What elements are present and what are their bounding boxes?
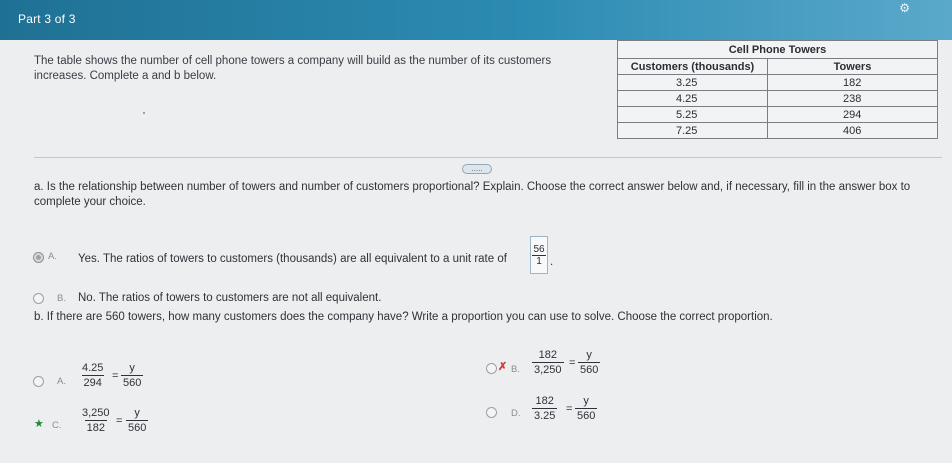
cell-customers: 5.25: [618, 107, 768, 123]
equals-sign: =: [569, 357, 576, 369]
radio-part-b-option-b[interactable]: [486, 363, 497, 374]
table-row: [618, 75, 938, 91]
cell-customers: 7.25: [618, 123, 768, 139]
option-a-period: .: [550, 256, 554, 268]
option-b-text: No. The ratios of towers to customers are not all equivalent.: [78, 292, 382, 304]
option-a-letter: A.: [48, 251, 57, 262]
option-a-text: Yes. The ratios of towers to customers (thousands) are all equivalent to a unit rate of: [78, 253, 507, 265]
top-bar: [0, 0, 952, 40]
answer-numerator: 56: [533, 243, 545, 255]
gear-icon[interactable]: ⚙: [899, 1, 910, 15]
cell-customers: 3.25: [618, 75, 768, 91]
correct-star-icon: ★: [34, 418, 44, 430]
table-row: [618, 91, 938, 107]
table-title: Cell Phone Towers: [618, 41, 938, 59]
incorrect-x-icon: ✗: [498, 361, 508, 373]
part-b-option-b-letter: B.: [511, 364, 520, 375]
fraction: $\frac{y}{560}$: [123, 362, 142, 389]
fraction: $\frac{y}{560}$: [128, 407, 147, 434]
cell-towers: 238: [768, 91, 938, 107]
column-header-towers: Towers: [768, 59, 938, 75]
equals-sign: =: [566, 403, 573, 415]
intro-text: The table shows the number of cell phone towers a company will build as the number of its customers increases. Complete a and b below.: [34, 55, 552, 82]
cell-phone-towers-table: [617, 40, 938, 139]
fraction: $\frac{182}{3.25}$: [534, 395, 556, 422]
table-row: [618, 107, 938, 123]
column-header-customers: Customers (thousands): [618, 59, 768, 75]
answer-denominator: 1: [536, 255, 542, 267]
table-row: [618, 123, 938, 139]
cell-customers: 4.25: [618, 91, 768, 107]
fraction: $\frac{3,250}{182}$: [82, 407, 110, 434]
part-a-question: a. Is the relationship between number of towers and number of customers proportional? Explain. Choose the correct answer below and, if necessary, fill in the answer box to complete your choice.: [34, 181, 911, 208]
radio-option-a[interactable]: [33, 252, 44, 263]
fraction: $\frac{y}{560}$: [577, 395, 596, 422]
section-divider: [34, 157, 942, 158]
cell-towers: 182: [768, 75, 938, 91]
part-b-option-c-letter: C.: [52, 420, 62, 431]
part-label: Part 3 of 3: [18, 12, 76, 26]
more-options-button[interactable]: .....: [462, 164, 492, 174]
radio-part-b-option-a[interactable]: [33, 376, 44, 387]
fraction: $\frac{y}{560}$: [580, 349, 599, 376]
equals-sign: =: [112, 370, 119, 382]
part-b-option-a-letter: A.: [57, 376, 66, 387]
part-b-option-d-letter: D.: [511, 408, 521, 419]
radio-part-b-option-d[interactable]: [486, 407, 497, 418]
option-b-letter: B.: [57, 293, 66, 304]
stray-dot: [143, 112, 145, 114]
radio-option-b[interactable]: [33, 293, 44, 304]
cell-towers: 294: [768, 107, 938, 123]
fraction: $\frac{4.25}{294}$: [82, 362, 104, 389]
unit-rate-answer-box[interactable]: [530, 236, 548, 274]
fraction: $\frac{182}{3,250}$: [534, 349, 562, 376]
equals-sign: =: [116, 415, 123, 427]
cell-towers: 406: [768, 123, 938, 139]
question-page: [0, 40, 952, 463]
part-b-question: b. If there are 560 towers, how many customers does the company have? Write a proportion you can use to solve. Choose the correct proportion.: [34, 311, 773, 323]
